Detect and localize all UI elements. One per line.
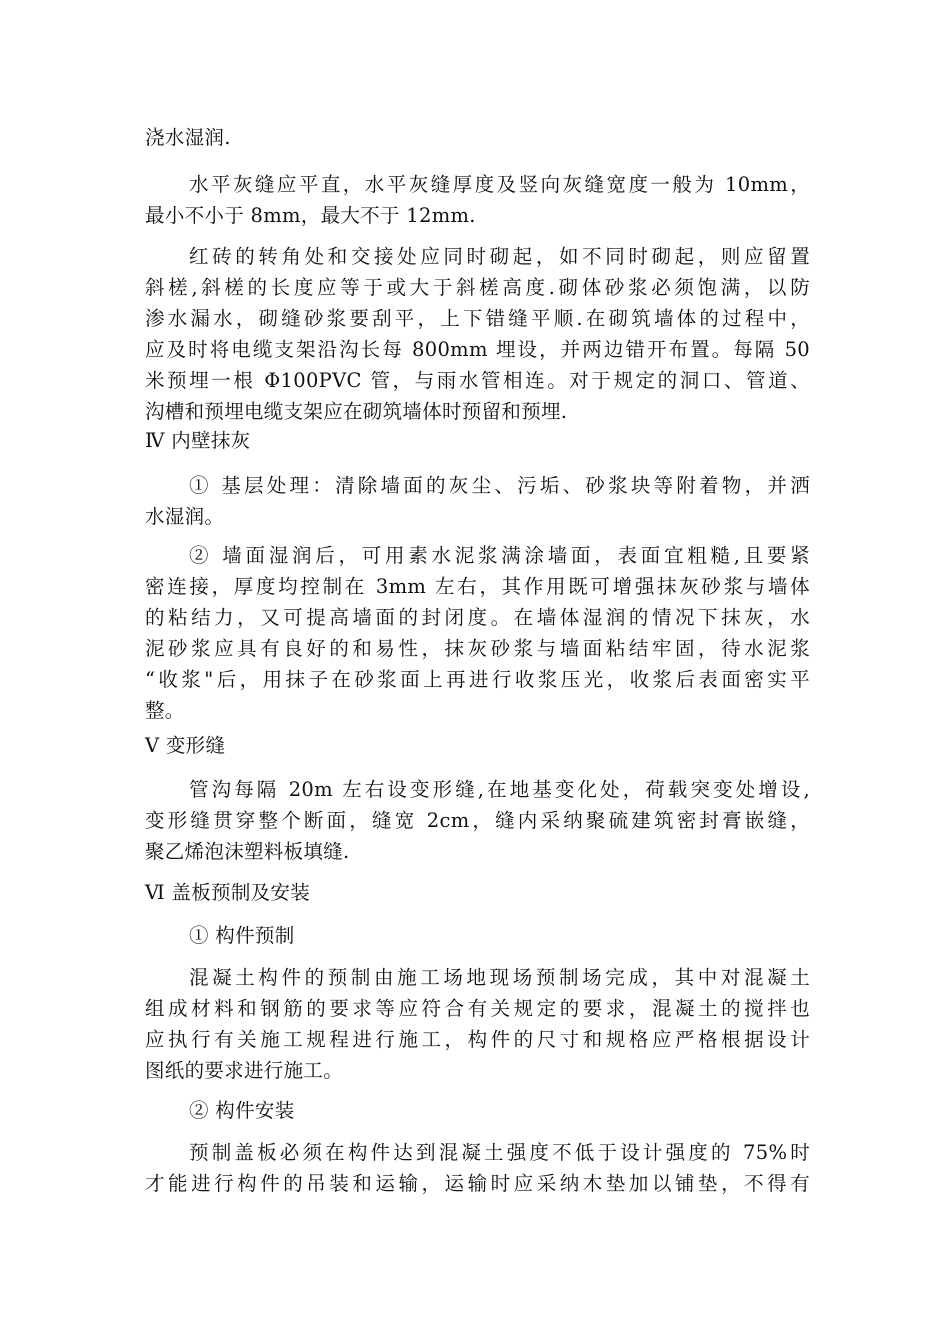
text-line: 才能进行构件的吊装和运输，运输时应采纳木垫加以铺垫，不得有: [145, 1172, 810, 1195]
paragraph-brick-corners: [145, 241, 810, 427]
subheading-component-prefab: ① 构件预制: [189, 924, 295, 947]
text-line: 渗水漏水，砌缝砂浆要刮平，上下错缝平顺.在砌筑墙体的过程中，: [145, 307, 810, 330]
text-line: 整。: [145, 699, 185, 722]
paragraph-concrete-prefab: [145, 962, 810, 1086]
paragraph-wall-wetting: [145, 540, 810, 726]
text-line: 密连接，厚度均控制在 3mm 左右，其作用既可增强抹灰砂浆与墙体: [145, 575, 810, 598]
paragraph-cover-install: [145, 1137, 810, 1199]
paragraph-1: [145, 122, 810, 153]
paragraph-mortar-joints: [145, 169, 810, 231]
paragraph-deformation-joint: [145, 774, 810, 867]
text-line: 聚乙烯泡沫塑料板填缝.: [145, 840, 350, 863]
text-line: 红砖的转角处和交接处应同时砌起，如不同时砌起，则应留置: [189, 245, 810, 268]
text-line: 泥砂浆应具有良好的和易性，抹灰砂浆与墙面粘结牢固，待水泥浆: [145, 637, 810, 660]
text-line: ② 墙面湿润后，可用素水泥浆满涂墙面，表面宜粗糙,且要紧: [189, 544, 810, 567]
text-line: 最小不小于 8mm，最大不于 12mm.: [145, 204, 476, 227]
text-line: 混凝土构件的预制由施工场地现场预制场完成，其中对混凝土: [189, 966, 810, 989]
text-line: 沟槽和预埋电缆支架应在砌筑墙体时预留和预埋.: [145, 400, 568, 423]
text-line: ① 基层处理：清除墙面的灰尘、污垢、砂浆块等附着物，并洒: [189, 474, 810, 497]
text-line: 斜槎,斜槎的长度应等于或大于斜槎高度.砌体砂浆必须饱满，以防: [145, 276, 810, 299]
section-heading-iv: Ⅳ 内壁抹灰: [145, 429, 251, 452]
text-line: 变形缝贯穿整个断面，缝宽 2cm，缝内采纳聚硫建筑密封膏嵌缝，: [145, 809, 810, 832]
section-heading-vi: Ⅵ 盖板预制及安装: [145, 881, 311, 904]
text-line: 米预埋一根 Φ100PVC 管，与雨水管相连。对于规定的洞口、管道、: [145, 369, 810, 392]
text-line: 水湿润。: [145, 505, 225, 528]
section-heading-v: Ⅴ 变形缝: [145, 734, 226, 757]
text-line: “收浆"后，用抹子在砂浆面上再进行收浆压光，收浆后表面密实平: [145, 668, 810, 691]
text-line: 管沟每隔 20m 左右设变形缝,在地基变化处，荷载突变处增设,: [189, 778, 810, 801]
text-line: 图纸的要求进行施工。: [145, 1059, 344, 1082]
paragraph-base-treatment: [145, 470, 810, 532]
text-line: 浇水湿润.: [145, 126, 231, 149]
text-line: 水平灰缝应平直，水平灰缝厚度及竖向灰缝宽度一般为 10mm，: [189, 173, 810, 196]
subheading-component-install: ② 构件安装: [189, 1099, 295, 1122]
text-line: 应执行有关施工规程进行施工，构件的尺寸和规格应严格根据设计: [145, 1028, 810, 1051]
text-line: 的粘结力，又可提高墙面的封闭度。在墙体湿润的情况下抹灰，水: [145, 606, 810, 629]
text-line: 应及时将电缆支架沿沟长每 800mm 埋设，并两边错开布置。每隔 50: [145, 338, 810, 361]
text-line: 组成材料和钢筋的要求等应符合有关规定的要求，混凝土的搅拌也: [145, 997, 810, 1020]
text-line: 预制盖板必须在构件达到混凝土强度不低于设计强度的 75%时: [189, 1141, 810, 1164]
